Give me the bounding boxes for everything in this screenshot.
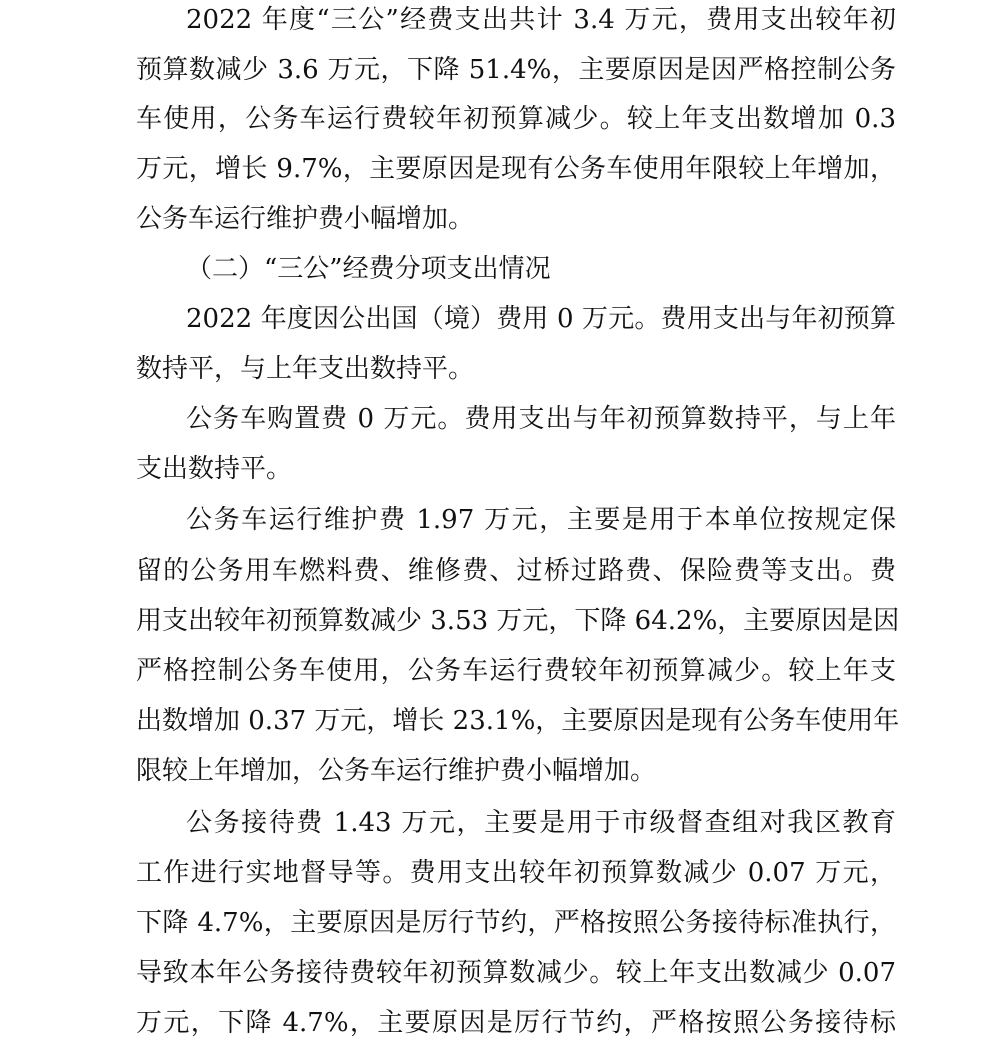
paragraph-1-line-2: 预算数减少 3.6 万元，下降 51.4%，主要原因是因严格控制公务 xyxy=(136,55,896,85)
paragraph-4-line-4: 严格控制公务车使用，公务车运行费较年初预算减少。较上年支 xyxy=(136,656,896,686)
paragraph-5-line-4: 导致本年公务接待费较年初预算数减少。较上年支出数减少 0.07 xyxy=(136,958,896,988)
paragraph-1-line-4: 万元，增长 9.7%，主要原因是现有公务车使用年限较上年增加， xyxy=(136,154,896,184)
paragraph-1-line-1: 2022 年度“三公”经费支出共计 3.4 万元，费用支出较年初 xyxy=(186,5,896,35)
paragraph-1-line-5: 公务车运行维护费小幅增加。 xyxy=(136,204,475,234)
paragraph-3-line-1: 公务车购置费 0 万元。费用支出与年初预算数持平，与上年 xyxy=(186,404,896,434)
paragraph-5-line-5: 万元，下降 4.7%，主要原因是厉行节约，严格按照公务接待标 xyxy=(136,1008,896,1038)
paragraph-2-line-2: 数持平，与上年支出数持平。 xyxy=(136,354,475,384)
section-heading: （二）“三公”经费分项支出情况 xyxy=(186,254,551,284)
paragraph-4-line-5: 出数增加 0.37 万元，增长 23.1%，主要原因是现有公务车使用年 xyxy=(136,706,900,736)
paragraph-1-line-3: 车使用，公务车运行费较年初预算减少。较上年支出数增加 0.3 xyxy=(136,104,896,134)
paragraph-4-line-2: 留的公务用车燃料费、维修费、过桥过路费、保险费等支出。费 xyxy=(136,556,896,586)
paragraph-4-line-3: 用支出较年初预算数减少 3.53 万元，下降 64.2%，主要原因是因 xyxy=(136,606,900,636)
paragraph-5-line-1: 公务接待费 1.43 万元，主要是用于市级督查组对我区教育 xyxy=(186,808,896,838)
paragraph-5-line-3: 下降 4.7%，主要原因是厉行节约，严格按照公务接待标准执行， xyxy=(136,908,896,938)
paragraph-2-line-1: 2022 年度因公出国（境）费用 0 万元。费用支出与年初预算 xyxy=(186,304,896,334)
paragraph-4-line-1: 公务车运行维护费 1.97 万元，主要是用于本单位按规定保 xyxy=(186,505,896,535)
paragraph-4-line-6: 限较上年增加，公务车运行维护费小幅增加。 xyxy=(136,756,657,786)
paragraph-5-line-2: 工作进行实地督导等。费用支出较年初预算数减少 0.07 万元， xyxy=(136,858,896,888)
paragraph-3-line-2: 支出数持平。 xyxy=(136,454,293,484)
